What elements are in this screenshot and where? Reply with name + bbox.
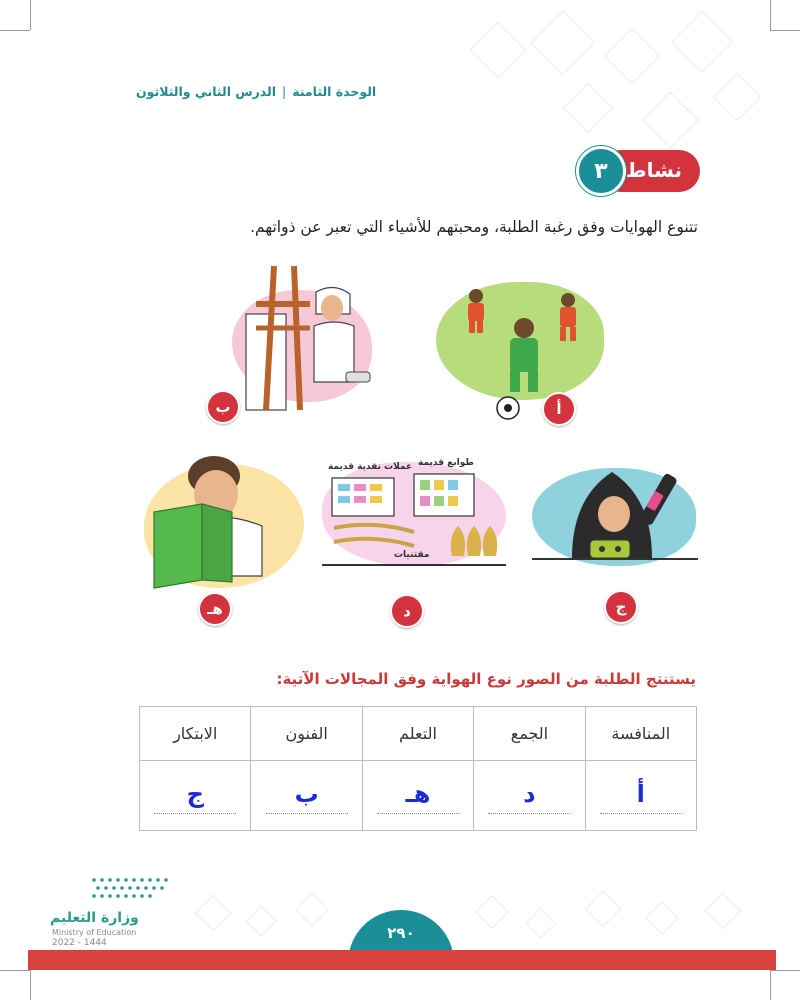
reader-image: [140, 452, 306, 592]
answer-cell: [474, 761, 585, 831]
header-cell: الجمع: [474, 707, 585, 761]
stamps-label: طوابع قديمة: [418, 458, 474, 468]
activity-label: نشاط: [625, 158, 682, 182]
coins-label: عملات نقدية قديمة: [328, 462, 413, 472]
answer-blank[interactable]: هـ: [377, 777, 459, 814]
decor-diamond: [295, 893, 329, 927]
decor-diamond: [525, 907, 556, 938]
decor-diamond: [645, 901, 679, 935]
answer-cell: [362, 761, 473, 831]
ministry-dots-icon: [90, 876, 170, 902]
unit-lesson-header: [136, 84, 376, 99]
decor-diamond: [604, 28, 661, 85]
illustration-reader: [140, 452, 306, 628]
crop-mark: [0, 970, 30, 971]
activity-number: ٣: [576, 146, 626, 196]
answer-cell: [585, 761, 696, 831]
letter-badge-e: هـ: [198, 592, 232, 626]
illustration-painter: [206, 262, 382, 422]
activity-badge: [576, 146, 700, 196]
answer-cell: [251, 761, 362, 831]
decor-diamond: [470, 22, 527, 79]
edition-year: 2022 - 1444: [52, 938, 107, 948]
letter-badge-d: د: [390, 594, 424, 628]
letter-badge-c: ج: [604, 590, 638, 624]
decor-diamond: [245, 905, 276, 936]
question-text: يستنتج الطلبة من الصور نوع الهواية وفق المجالات الآتية:: [276, 670, 696, 688]
decor-diamond: [195, 895, 232, 932]
decor-diamond: [530, 10, 595, 75]
header-cell: التعلم: [362, 707, 473, 761]
hobby-classification-table: [139, 706, 697, 831]
letter-badge-b: ب: [206, 390, 240, 424]
decor-diamond: [713, 73, 761, 121]
page-number: ٢٩٠: [348, 910, 454, 970]
crop-mark: [770, 970, 800, 971]
footer-bar: [28, 950, 776, 970]
crop-mark: [770, 30, 800, 31]
answer-blank[interactable]: د: [488, 777, 570, 814]
crop-mark: [770, 970, 771, 1000]
decor-diamond: [475, 895, 509, 929]
ministry-name-ar: وزارة التعليم: [50, 910, 139, 926]
answer-blank[interactable]: ج: [154, 777, 236, 814]
header-cell: المنافسة: [585, 707, 696, 761]
letter-badge-a: أ: [542, 392, 576, 426]
crop-mark: [30, 0, 31, 30]
robotics-girl-image: [532, 458, 698, 568]
illustration-robotics: [532, 458, 698, 628]
crop-mark: [30, 970, 31, 1000]
decor-diamond: [671, 11, 733, 73]
ministry-name-en: Ministry of Education: [52, 928, 137, 937]
lesson-title: الدرس الثاني والثلاثون: [136, 84, 277, 99]
crop-mark: [0, 30, 30, 31]
intro-text: تتنوع الهوايات وفق رغبة الطلبة، ومحبتهم للأشياء التي تعبر عن ذواتهم.: [250, 218, 698, 236]
decor-diamond: [705, 893, 742, 930]
header-cell: الابتكار: [140, 707, 251, 761]
decor-diamond: [642, 92, 699, 149]
soccer-players-image: [436, 282, 604, 426]
answer-blank[interactable]: أ: [600, 777, 682, 814]
unit-title: الوحدة الثامنة: [292, 84, 377, 99]
decor-diamond: [585, 891, 622, 928]
table-header-row: [140, 707, 697, 761]
answer-blank[interactable]: ب: [266, 777, 348, 814]
decor-diamond: [563, 83, 614, 134]
illustration-collections: [322, 456, 506, 628]
header-cell: الفنون: [251, 707, 362, 761]
items-label: مقتنيات: [394, 550, 430, 560]
illustration-soccer: [436, 282, 604, 426]
header-separator: |: [282, 84, 287, 99]
crop-mark: [770, 0, 771, 30]
answer-cell: [140, 761, 251, 831]
table-answer-row: [140, 761, 697, 831]
